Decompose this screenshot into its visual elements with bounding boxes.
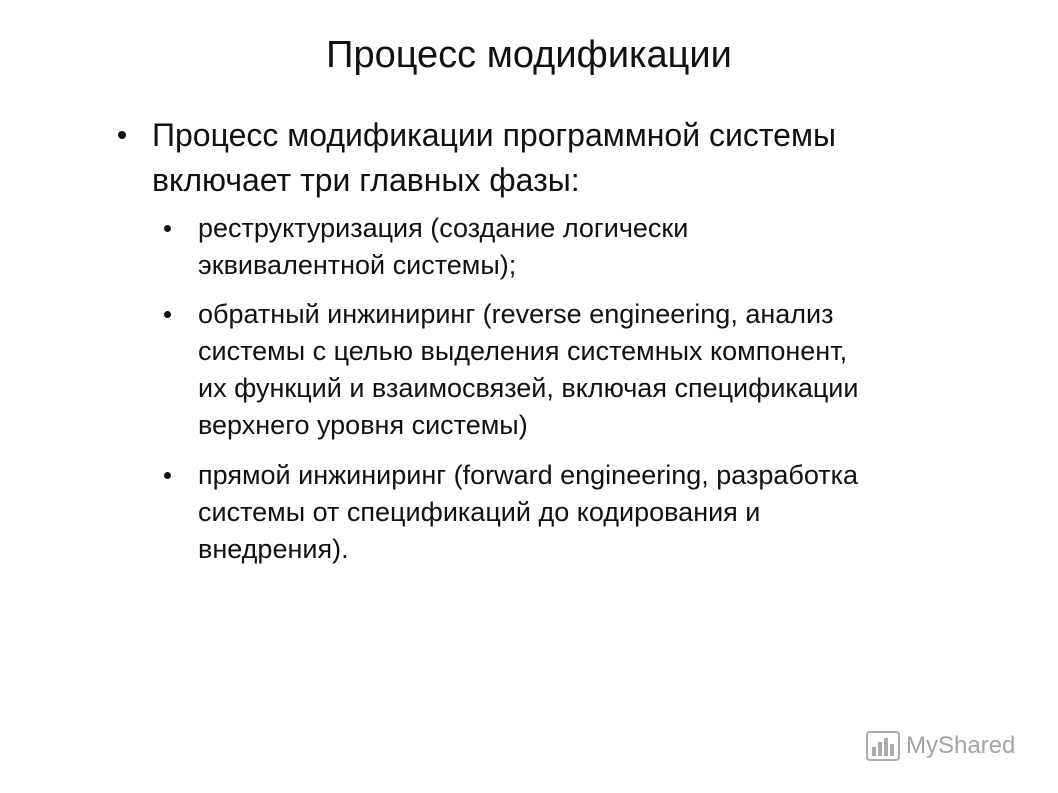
main-bullet-line: Процесс модификации программной системы [152, 117, 836, 153]
sub-bullet-line: верхнего уровня системы) [198, 410, 528, 440]
sub-bullet-line: внедрения). [198, 534, 349, 564]
bullet-dot [118, 131, 126, 139]
bullet-dot [164, 225, 171, 232]
sub-bullet-line: реструктуризация (создание логически [198, 213, 689, 243]
bullet-dot [164, 472, 171, 479]
main-bullet-line: включает три главных фазы: [152, 162, 580, 198]
chart-bars-icon [866, 731, 900, 761]
bullet-dot [164, 311, 171, 318]
watermark-text: MyShared [906, 732, 1016, 759]
sub-bullet-line: обратный инжиниринг (reverse engineering, анализ [198, 299, 834, 329]
slide-title: Процесс модификации [326, 34, 732, 76]
sub-bullet-line: системы от спецификаций до кодирования и [198, 497, 761, 527]
main-bullet [152, 113, 1002, 203]
sub-bullet-forward-engineering [198, 457, 998, 568]
sub-bullet-restructuring [198, 210, 998, 284]
sub-bullet-reverse-engineering [198, 296, 998, 444]
sub-bullet-line: эквивалентной системы); [198, 250, 517, 280]
sub-bullet-line: прямой инжиниринг (forward engineering, разработка [198, 460, 859, 490]
watermark-logo [866, 728, 1015, 764]
sub-bullet-line: системы с целью выделения системных компонент, [198, 336, 848, 366]
sub-bullet-line: их функций и взаимосвязей, включая спецификации [198, 373, 859, 403]
